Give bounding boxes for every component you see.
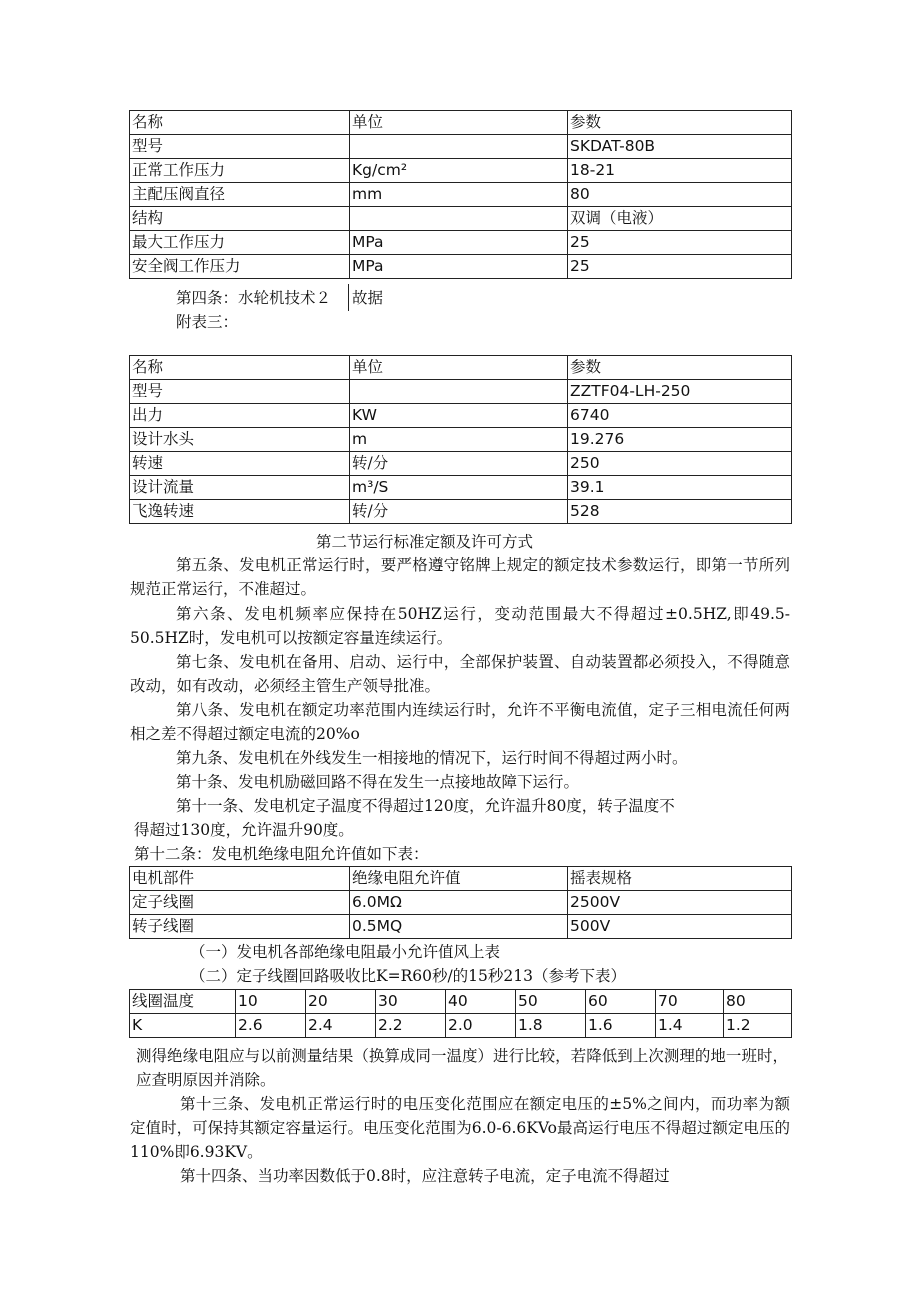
article-6: 第六条、发电机频率应保持在50HZ运行，变动范围最大不得超过±0.5HZ,即49.5-50.5HZ时，发电机可以按额定容量连续运行。 [130, 605, 790, 647]
table-cell: Kg/cm² [350, 159, 568, 183]
table-row [130, 255, 792, 279]
article-5: 第五条、发电机正常运行时，要严格遵守铭牌上规定的额定技术参数运行，即第一节所列规范正常运行，不准超过。 [130, 556, 790, 598]
table-cell: 6740 [568, 404, 792, 428]
note-1: （一）发电机各部绝缘电阻最小允许值风上表 [190, 943, 501, 961]
table-row [130, 990, 792, 1014]
table-cell: ZZTF04-LH-250 [568, 380, 792, 404]
table-row [130, 1014, 792, 1038]
table-row [130, 500, 792, 524]
table-cell: 线圈温度 [130, 990, 236, 1014]
table-cell: 30 [376, 990, 446, 1014]
table-header-row [130, 356, 792, 380]
table-row [130, 207, 792, 231]
table-cell: 39.1 [568, 476, 792, 500]
header-cell: 电机部件 [130, 867, 350, 891]
table-cell: 528 [568, 500, 792, 524]
table-cell: 80 [724, 990, 792, 1014]
table-header-row [130, 111, 792, 135]
table-cell: 20 [306, 990, 376, 1014]
table-row [130, 476, 792, 500]
table-cell: 10 [236, 990, 306, 1014]
table-cell: 最大工作压力 [130, 231, 350, 255]
table-cell: 19.276 [568, 428, 792, 452]
note-2: （二）定子线圈回路吸收比K=R60秒/的15秒213（参考下表） [190, 967, 626, 985]
table-cell: 结构 [130, 207, 350, 231]
table-cell: 2.0 [446, 1014, 516, 1038]
table-cell: 正常工作压力 [130, 159, 350, 183]
table-cell: 设计水头 [130, 428, 350, 452]
article-10: 第十条、发电机励磁回路不得在发生一点接地故障下运行。 [176, 773, 580, 791]
header-cell: 绝缘电阻允许值 [350, 867, 568, 891]
table-row [130, 428, 792, 452]
section4-title-right: 故据 [352, 289, 384, 307]
table-cell: 2.4 [306, 1014, 376, 1038]
table-row [130, 380, 792, 404]
table-cell: 2500V [568, 891, 792, 915]
table-cell: MPa [350, 231, 568, 255]
table-row [130, 135, 792, 159]
article-11-line2: 得超过130度，允许温升90度。 [134, 821, 354, 839]
table-cell: SKDAT-80B [568, 135, 792, 159]
table-cell: 40 [446, 990, 516, 1014]
table-cell: 18-21 [568, 159, 792, 183]
table-cell: 70 [656, 990, 724, 1014]
table-cell: 转/分 [350, 500, 568, 524]
table-cell: 25 [568, 231, 792, 255]
table-cell: K [130, 1014, 236, 1038]
table-cell: 型号 [130, 135, 350, 159]
header-cell: 参数 [568, 111, 792, 135]
table-cell: 2.6 [236, 1014, 306, 1038]
table-header-row [130, 867, 792, 891]
table-cell: 25 [568, 255, 792, 279]
turbine-spec-table [129, 355, 792, 524]
table-cell: 转/分 [350, 452, 568, 476]
section4-title: 第四条：水轮机技术２ [176, 289, 332, 307]
table-cell: 转速 [130, 452, 350, 476]
table-row [130, 159, 792, 183]
table-cell: 1.6 [586, 1014, 656, 1038]
article-11-line1: 第十一条、发电机定子温度不得超过120度，允许温升80度，转子温度不 [176, 797, 675, 815]
table-cell: 500V [568, 915, 792, 939]
header-cell: 参数 [568, 356, 792, 380]
table-row [130, 404, 792, 428]
table-cell: 双调（电液） [568, 207, 792, 231]
appendix-label: 附表三： [176, 313, 239, 331]
table-cell: 6.0MΩ [350, 891, 568, 915]
table-cell [350, 207, 568, 231]
article-12: 第十二条：发电机绝缘电阻允许值如下表： [134, 845, 429, 863]
article-14: 第十四条、当功率因数低于0.8时，应注意转子电流，定子电流不得超过 [180, 1167, 670, 1185]
table-cell: 1.8 [516, 1014, 586, 1038]
table-divider-stub [348, 284, 349, 311]
table-cell: 50 [516, 990, 586, 1014]
table-cell: 出力 [130, 404, 350, 428]
table-cell [350, 380, 568, 404]
article-9: 第九条、发电机在外线发生一相接地的情况下，运行时间不得超过两小时。 [176, 749, 688, 767]
table-cell: 定子线圈 [130, 891, 350, 915]
table-cell: 60 [586, 990, 656, 1014]
absorption-ratio-table [129, 989, 792, 1038]
table-cell: mm [350, 183, 568, 207]
table-cell: 转子线圈 [130, 915, 350, 939]
table-cell: 主配压阀直径 [130, 183, 350, 207]
article-8: 第八条、发电机在额定功率范围内连续运行时，允许不平衡电流值，定子三相电流任何两相之差不得超过额定电流的20%o [130, 701, 790, 743]
header-cell: 单位 [350, 356, 568, 380]
table-row [130, 183, 792, 207]
header-cell: 单位 [350, 111, 568, 135]
table-row [130, 452, 792, 476]
table-cell: 250 [568, 452, 792, 476]
table-cell: MPa [350, 255, 568, 279]
table-cell: m [350, 428, 568, 452]
table-cell: 1.4 [656, 1014, 724, 1038]
table-row [130, 915, 792, 939]
measure-paragraph: 测得绝缘电阻应与以前测量结果（换算成同一温度）进行比较，若降低到上次测理的地一班时，应查明原因并消除。 [136, 1047, 788, 1089]
table-cell: 飞逸转速 [130, 500, 350, 524]
governor-spec-table [129, 110, 792, 279]
table-cell: 80 [568, 183, 792, 207]
table-row [130, 891, 792, 915]
table-cell: m³/S [350, 476, 568, 500]
table-cell [350, 135, 568, 159]
table-cell: 安全阀工作压力 [130, 255, 350, 279]
table-cell: KW [350, 404, 568, 428]
header-cell: 名称 [130, 111, 350, 135]
section-title: 第二节运行标准定额及许可方式 [316, 533, 534, 551]
table-cell: 1.2 [724, 1014, 792, 1038]
table-cell: 2.2 [376, 1014, 446, 1038]
table-row [130, 231, 792, 255]
header-cell: 摇表规格 [568, 867, 792, 891]
header-cell: 名称 [130, 356, 350, 380]
article-13: 第十三条、发电机正常运行时的电压变化范围应在额定电压的±5%之间内，而功率为额定值时，可保持其额定容量运行。电压变化范围为6.0-6.6KVo最高运行电压不得超过额定电压的110%即6.93KV。 [130, 1095, 790, 1161]
table-cell: 设计流量 [130, 476, 350, 500]
table-cell: 型号 [130, 380, 350, 404]
table-cell: 0.5MQ [350, 915, 568, 939]
article-7: 第七条、发电机在备用、启动、运行中，全部保护装置、自动装置都必须投入，不得随意改动，如有改动，必须经主管生产领导批准。 [130, 653, 790, 695]
insulation-table [129, 866, 792, 939]
